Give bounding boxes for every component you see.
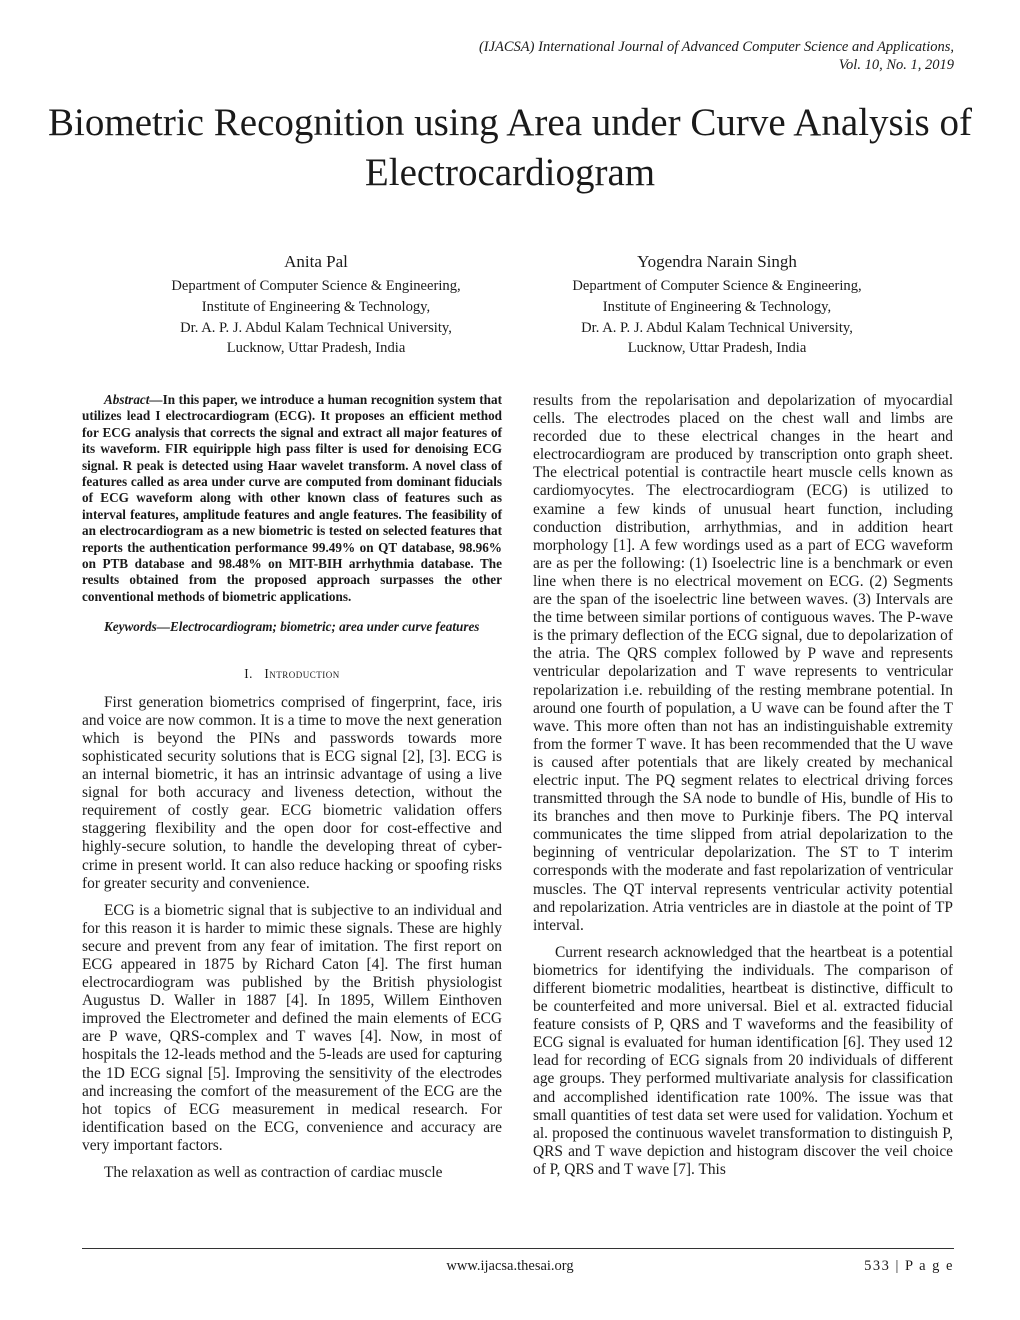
- author-location: Lucknow, Uttar Pradesh, India: [627, 340, 807, 357]
- author-block-1: [116, 252, 516, 359]
- journal-volume: Vol. 10, No. 1, 2019: [838, 57, 954, 73]
- paragraph: results from the repolarisation and depolarization of myocardial cells. The electrodes placed on the chest wall and limbs are recorded due to these electrical changes in the heart and electrocardiogram are produced by transcription onto graph sheet. The electrical potential is contractile heart muscle cells known as cardiomyocytes. The electrocardiogram (ECG) is utilized to examine a few kinds of unusual heart function, including conduction distribution, arrhythmias, and in addition heart morphology [1]. A few wordings used as a part of ECG waveform are as per the following: (1) Isoelectric line is a benchmark or even line when there is no electrical movement on ECG. (2) Segments are the span of the isoelectric line between waves. (3) Intervals are the time between similar portions of contiguous waves. The P-wave is the primary deflection of the ECG signal, due to depolarization of the atria. The QRS complex followed by P wave and represents ventricular depolarization and T wave represents to ventricular repolarization i.e. rebuilding of the resting membrane potential. In around one fourth of population, a U wave can be found after the T wave. This more often than not has an indistinguishable extremity from the former T wave. It has been recommended that the U wave is caused after potentials that are likely created by mechanical electric input. The PQ segment relates to electrical driving forces transmitted through the SA node to bundle of His, bundle of His to its branches and then move to Purkinje fibers. The PQ interval communicates the time slipped from atrial depolarization to the beginning of ventricular depolarization. The ST to T interim corresponds with the moderate and fast repolarization of ventricular muscles. The QT interval represents ventricular activity potential and repolarization. Atria ventricles are in diastole at the point of TP interval.: [533, 392, 953, 934]
- abstract: [82, 392, 502, 605]
- running-header: [254, 38, 954, 74]
- author-university: Dr. A. P. J. Abdul Kalam Technical University,: [180, 319, 452, 336]
- author-institute: Institute of Engineering & Technology,: [602, 298, 832, 315]
- footer-url[interactable]: www.ijacsa.thesai.org: [446, 1258, 574, 1274]
- author-name: Yogendra Narain Singh: [637, 252, 797, 271]
- section-heading: [82, 666, 502, 682]
- section-number: I.: [244, 665, 253, 681]
- paragraph: First generation biometrics comprised of fingerprint, face, iris and voice are now common. It is a time to move the next generation which is beyond the PINs and passwords towards more sophisticated security solutions that is ECG signal [2], [3]. ECG is an internal biometric, it has an intrinsic advantage of using a live signal for both accuracy and liveness detection, without the requirement of costly gear. ECG biometric validation offers staggering flexibility and the open door for cost-effective and highly-secure solution, to handle the developing threat of cyber-crime in present world. It can also reduce hacking or spoofing risks for greater security and convenience.: [82, 693, 502, 892]
- paper-title: Biometric Recognition using Area under Curve Analysis of Electrocardiogram: [48, 101, 972, 194]
- paragraph: ECG is a biometric signal that is subjective to an individual and for this reason it is harder to mimic these signals. These are highly secure and prevent from any fear of imitation. The first report on ECG appeared in 1875 by Richard Caton [4]. The first human electrocardiogram was published by the British physiologist Augustus D. Waller in 1887 [4]. In 1895, Willem Einthoven improved the Electrometer and defined the main elements of ECG are P wave, QRS-complex and T waves [4]. Now, in most of hospitals the 12-leads method and the 5-leads are used for capturing the 1D ECG signal [5]. Improving the sensitivity of the electrodes and increasing the comfort of the measurement of the ECG are the hot topics of ECG measurement in medical research. For identification based on the ECG, convenience and accuracy are very important factors.: [82, 901, 502, 1154]
- right-column: [533, 392, 953, 1188]
- footer-rule: [82, 1248, 954, 1249]
- abstract-lead: Abstract—: [104, 392, 163, 407]
- paragraph: Current research acknowledged that the heartbeat is a potential biometrics for identifying the individuals. The comparison of different biometric modalities, heartbeat is distinctive, difficult to be counterfeited and more universal. Biel et al. extracted fiducial feature consists of P, QRS and T waveforms and the feasibility of ECG signal is evaluated for human identification [6]. They used 12 lead for recording of ECG signals from 20 individuals of different age groups. They performed multivariate analysis for classification and accomplished identification rate 100%. The issue was that small quantities of test data set were used for validation. Yochum et al. proposed the continuous wavelet transformation to distinguish P, QRS and T wave depiction and histogram discover the veil choice of P, QRS and T wave [7]. This: [533, 943, 953, 1178]
- paragraph: The relaxation as well as contraction of cardiac muscle: [104, 1164, 443, 1182]
- author-department: Department of Computer Science & Engineering,: [171, 278, 461, 294]
- author-location: Lucknow, Uttar Pradesh, India: [226, 340, 406, 357]
- author-name: Anita Pal: [284, 252, 348, 271]
- journal-name: (IJACSA) International Journal of Advanced Computer Science and Applications,: [478, 39, 954, 55]
- author-block-2: [517, 252, 917, 359]
- abstract-text: In this paper, we introduce a human recognition system that utilizes lead I electrocardiogram (ECG). It proposes an efficient method for ECG analysis that corrects the signal and extract all major features of its waveform. FIR equiripple high pass filter is used for denoising ECG signal. R peak is detected using Haar wavelet transform. A novel class of features called as area under curve are computed from dominant fiducials of ECG waveform along with other known class of features such as interval features, amplitude features and angle features. The feasibility of an electrocardiogram as a new biometric is tested on selected features that reports the authentication performance 99.49% on QT database, 98.96% on PTB database and 98.48% on MIT-BIH arrhythmia database. The results obtained from the proposed approach surpasses the other conventional methods of biometric applications.: [82, 392, 502, 604]
- author-university: Dr. A. P. J. Abdul Kalam Technical University,: [581, 319, 853, 336]
- left-column: [82, 392, 502, 1191]
- keywords: Keywords—Electrocardiogram; biometric; area under curve features: [104, 619, 480, 635]
- page-number: 533 | P a g e: [864, 1258, 954, 1274]
- author-department: Department of Computer Science & Engineering,: [572, 278, 862, 294]
- author-institute: Institute of Engineering & Technology,: [201, 298, 431, 315]
- section-title: Introduction: [264, 665, 340, 681]
